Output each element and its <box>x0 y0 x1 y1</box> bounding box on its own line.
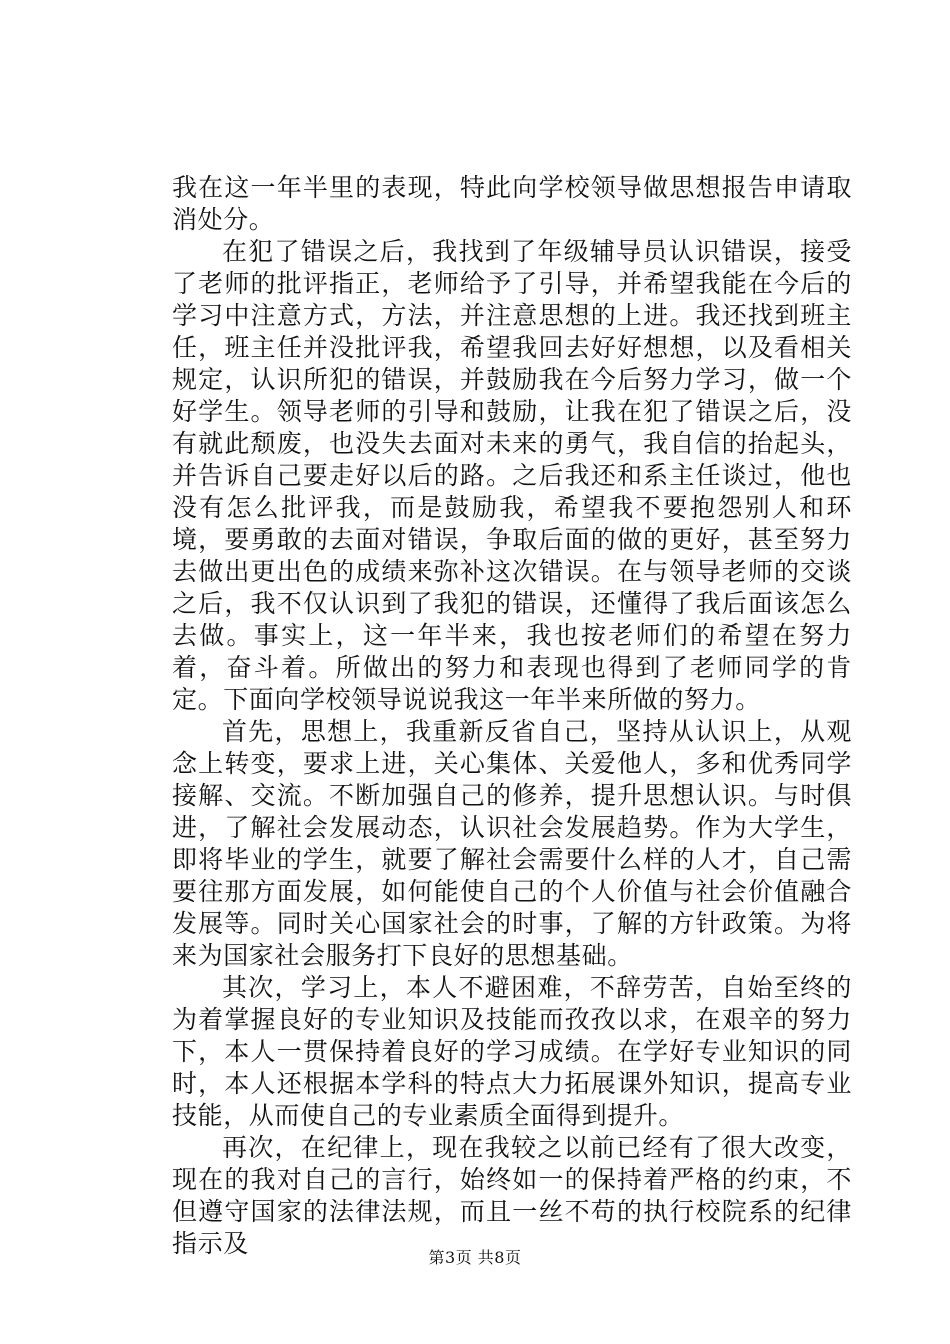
paragraph-continuation: 我在这一年半里的表现，特此向学校领导做思想报告申请取消处分。 <box>172 173 852 234</box>
page-number-footer: 第3页 共8页 <box>428 1248 522 1267</box>
paragraph-study: 其次，学习上，本人不避困难，不辞劳苦，自始至终的为着掌握良好的专业知识及技能而孜孜以求，在艰辛的努力下，本人一贯保持着良好的学习成绩。在学好专业知识的同时，本人还根据本学科的特点大力拓展课外知识，提高专业技能，从而使自己的专业素质全面得到提升。 <box>172 973 852 1130</box>
paragraph-thought: 首先，思想上，我重新反省自己，坚持从认识上，从观念上转变，要求上进，关心集体、关爱他人，多和优秀同学接解、交流。不断加强自己的修养，提升思想认识。与时俱进，了解社会发展动态，认识社会发展趋势。作为大学生，即将毕业的学生，就要了解社会需要什么样的人才，自己需要往那方面发展，如何能使自己的个人价值与社会价值融合发展等。同时关心国家社会的时事，了解的方针政策。为将来为国家社会服务打下良好的思想基础。 <box>172 717 852 970</box>
paragraph-discipline: 再次，在纪律上，现在我较之以前已经有了很大改变，现在的我对自己的言行，始终如一的保持着严格的约束，不但遵守国家的法律法规，而且一丝不苟的执行校院系的纪律指示及 <box>172 1133 852 1258</box>
document-body <box>172 172 852 1260</box>
paragraph-guidance: 在犯了错误之后，我找到了年级辅导员认识错误，接受了老师的批评指正，老师给予了引导，并希望我能在今后的学习中注意方式，方法，并注意思想的上进。我还找到班主任，班主任并没批评我，希望我回去好好想想，以及看相关规定，认识所犯的错误，并鼓励我在今后努力学习，做一个好学生。领导老师的引导和鼓励，让我在犯了错误之后，没有就此颓废，也没失去面对未来的勇气，我自信的抬起头，并告诉自己要走好以后的路。之后我还和系主任谈过，他也没有怎么批评我，而是鼓励我，希望我不要抱怨别人和环境，要勇敢的去面对错误，争取后面的做的更好，甚至努力去做出更出色的成绩来弥补这次错误。在与领导老师的交谈之后，我不仅认识到了我犯的错误，还懂得了我后面该怎么去做。事实上，这一年半来，我也按老师们的希望在努力着，奋斗着。所做出的努力和表现也得到了老师同学的肯定。下面向学校领导说说我这一年半来所做的努力。 <box>172 237 852 714</box>
